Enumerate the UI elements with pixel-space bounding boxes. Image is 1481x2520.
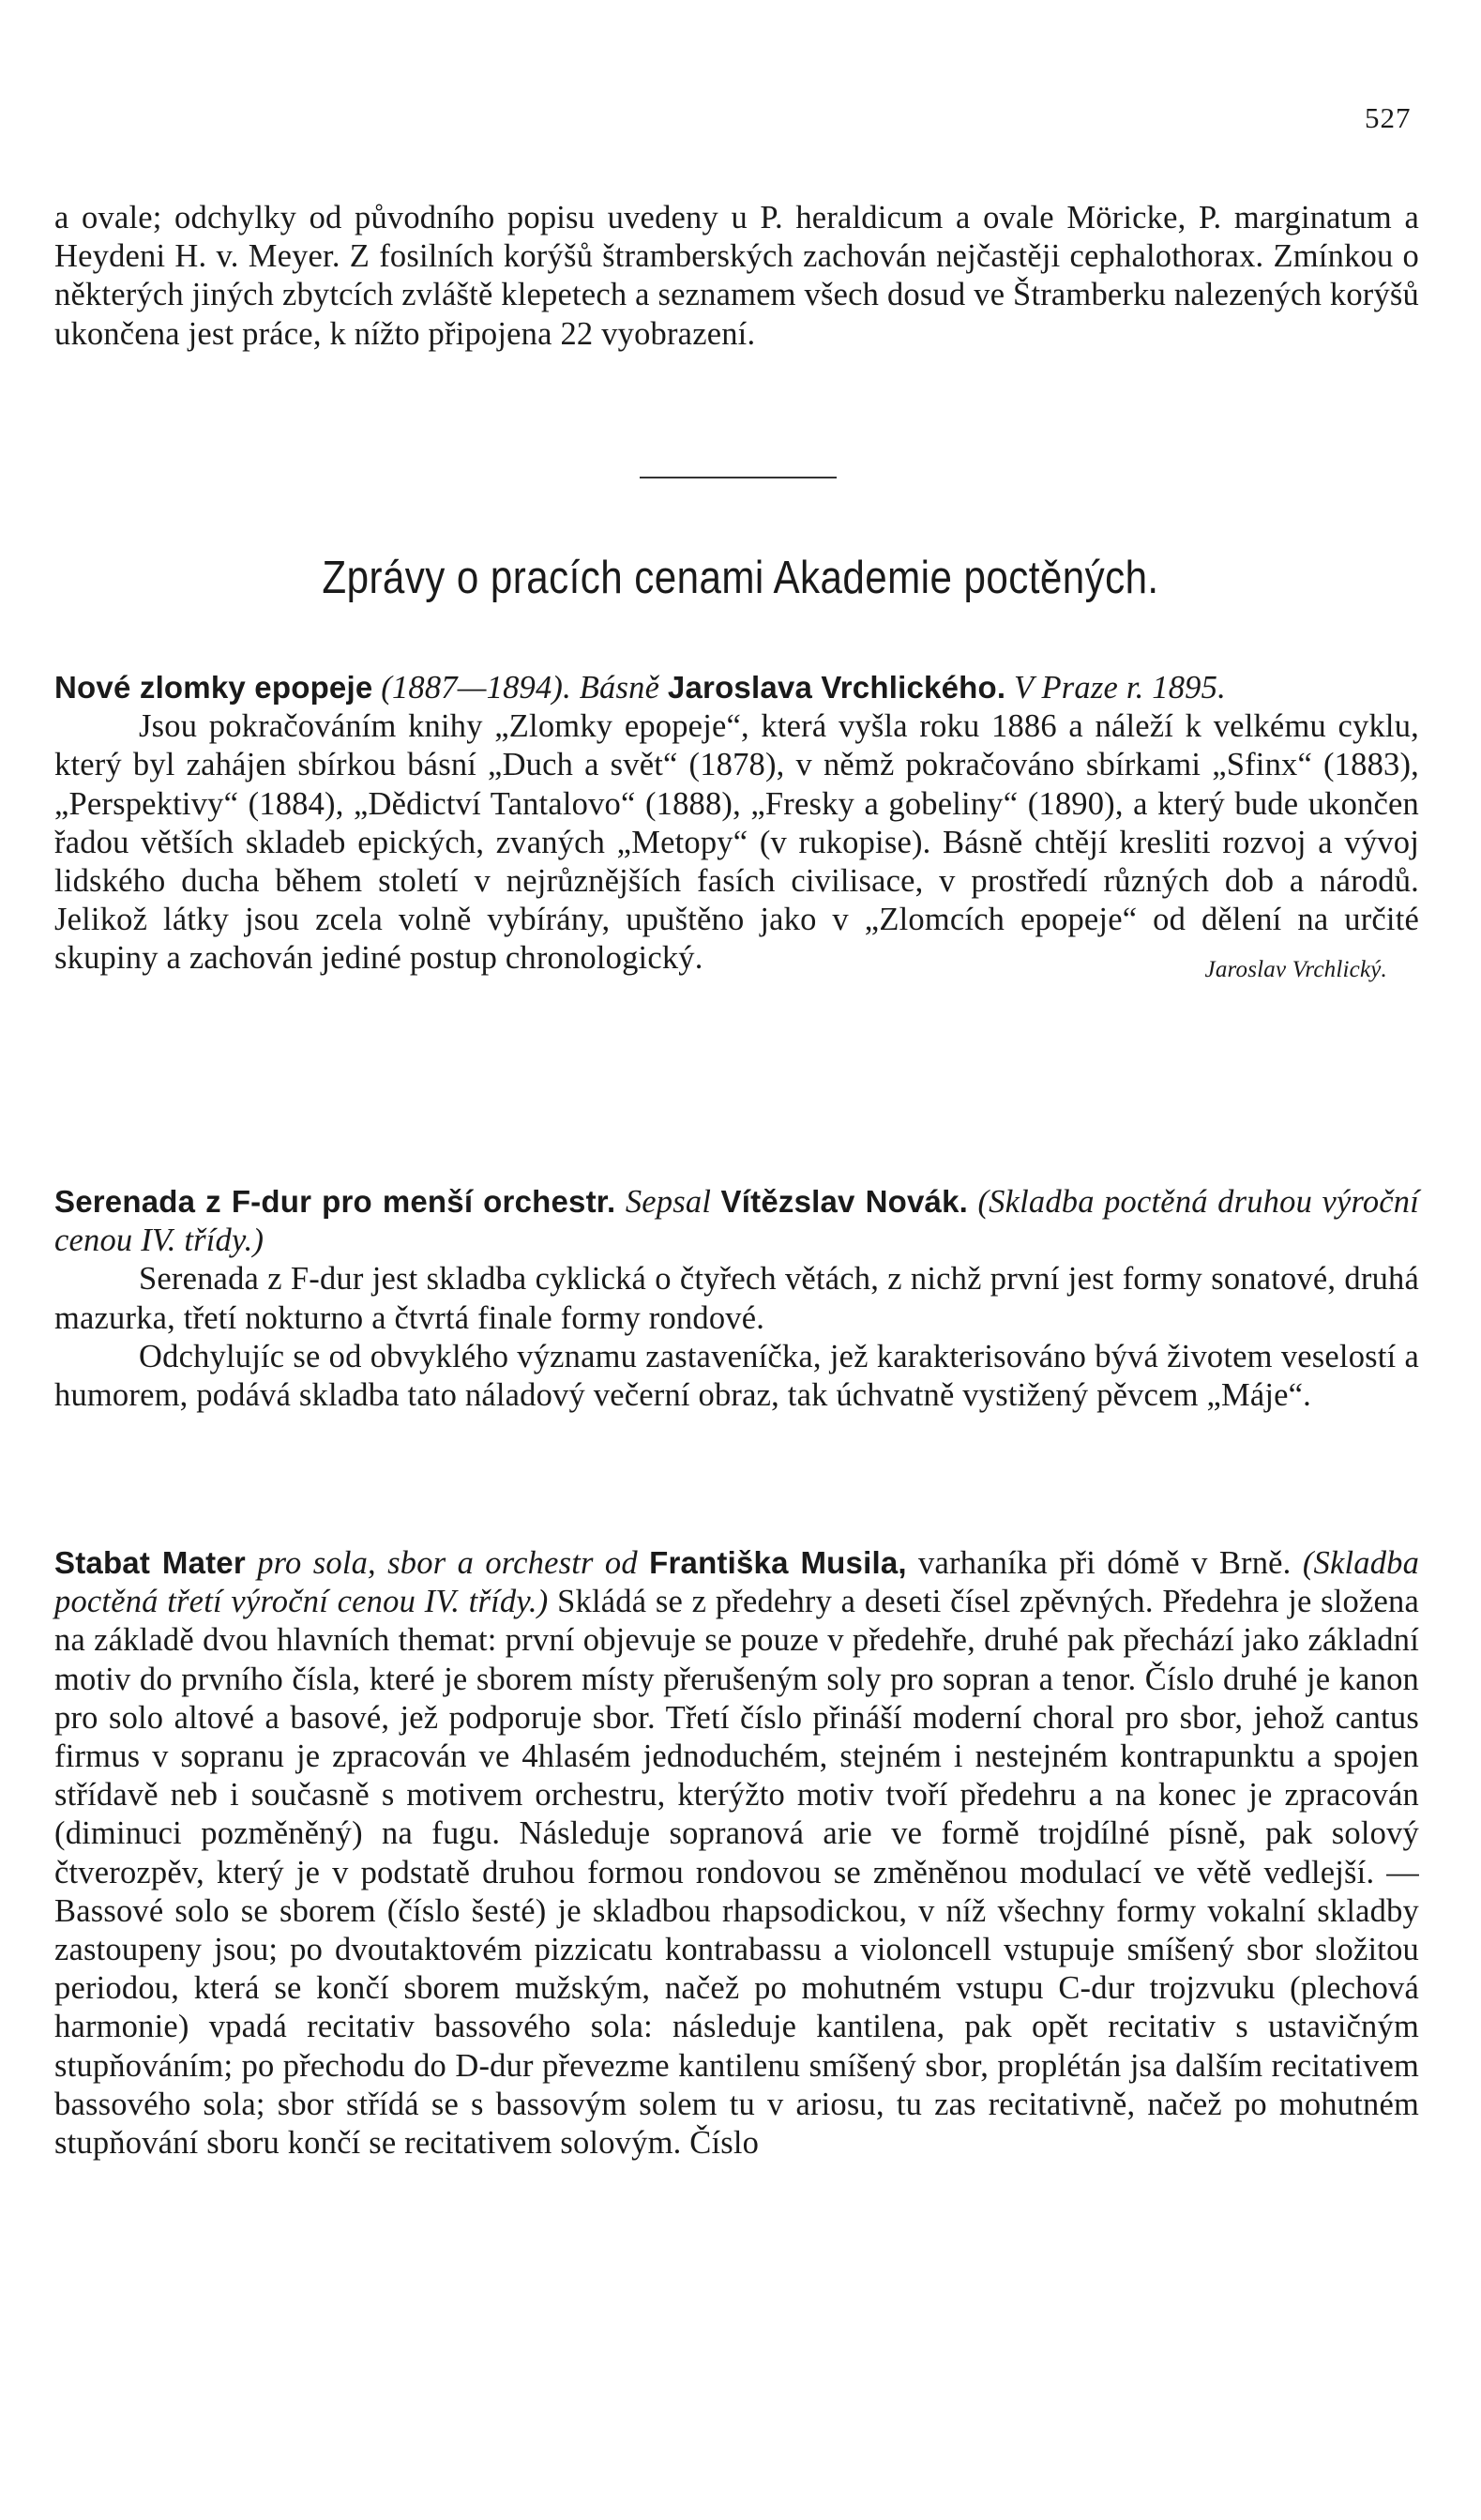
entry-author: Jaroslava Vrchlického. bbox=[667, 670, 1006, 705]
section-title: Zprávy o pracích cenami Akademie poctěných. bbox=[322, 553, 1159, 603]
entry-title: Stabat Mater bbox=[54, 1545, 246, 1580]
entry-author: Vítězslav Novák. bbox=[720, 1184, 968, 1219]
entry-role: varhaníka při dómě v Brně. bbox=[918, 1545, 1292, 1581]
page-number: 527 bbox=[1365, 101, 1412, 134]
entry-award: (Skladba poctěná třetí výroční cenou IV. třídy.) bbox=[54, 1545, 1420, 1620]
entry-award: (Skladba poctěná druhou výroční cenou IV. třídy.) bbox=[54, 1184, 1420, 1259]
entry-title: Nové zlomky epopeje bbox=[54, 670, 373, 705]
entry-author: Františka Musila, bbox=[649, 1545, 907, 1580]
entry-vrchlicky bbox=[54, 668, 1419, 989]
entry-paragraph-block bbox=[54, 1543, 1419, 2163]
entry-subtitle: pro sola, sbor a orchestr od bbox=[257, 1545, 638, 1581]
entry-musil bbox=[54, 1543, 1419, 2163]
opening-paragraph: a ovale; odchylky od původního popisu uvedeny u P. heraldicum a ovale Möricke, P. marginatum a Heydeni H. v. Meyer. Z fosilních korýšů štramberských zachován nejčastěji cephalothorax. Zmínkou o některých jiných zbytcích zvláště klepetech a seznamem všech dosud ve Štramberku nalezených korýšů ukončena jest práce, k nížto připojena 22 vyobrazení. bbox=[54, 200, 1419, 352]
entry-title: Serenada z F-dur pro menší orchestr. bbox=[54, 1184, 616, 1219]
entry-genre: Básně bbox=[579, 670, 660, 706]
entry-composed-by: Sepsal bbox=[625, 1184, 712, 1220]
entry-signature: Jaroslav Vrchlický. bbox=[1204, 956, 1387, 982]
opening-paragraph-block bbox=[54, 199, 1419, 354]
entry-year: r. 1895. bbox=[1126, 670, 1226, 706]
entry-paragraph: Skládá se z předehry a deseti čísel zpěvných. Předehra je složena na základě dvou hlavních themat: první objevuje se pouze v předehře, druhé pak přechází jako základní motiv do prvního čísla, které je sborem místy přerušeným soly pro sopran a tenor. Číslo druhé je kanon pro solo altové a basové, jež podporuje sbor. Třetí číslo přináší moderní choral pro sbor, jehož cantus firmus v sopranu je zpracován ve 4hlasém jednoduchém, stejném i nestejném kontrapunktu a spojen střídavě neb i současně s motivem orchestru, kterýžto motiv tvoří předehru a na konec je zpracován (diminuci pozměněný) na fugu. Následuje sopranová arie ve formě trojdílné písně, pak solový čtverozpěv, který je v podstatě druhou formou rondovou se změněnou modulací ve větě vedlejší. — Bassové solo se sborem (číslo šesté) je skladbou rhapsodickou, v níž všechny formy vokalní skladby zastoupeny jsou; po dvoutaktovém pizzicatu kontrabassu a violoncell vstupuje smíšený sbor složitou periodou, která se končí sborem mužským, načež po mohutném vstupu C-dur trojzvuku (plechová harmonie) vpadá recitativ bassového sola: následuje kantilena, pak opět recitativ s ustavičným stupňováním; po přechodu do D-dur převezme kantilenu smíšený sbor, proplétán jsa dalším recitativem bassového sola; sbor střídá se s bassovým solem tu v ariosu, tu zas recitativně, načež po mohutném stupňování sboru končí se recitativem solovým. Číslo bbox=[54, 1584, 1419, 2162]
entry-heading bbox=[54, 1182, 1419, 1260]
section-divider bbox=[640, 477, 837, 478]
entry-paragraph: Jsou pokračováním knihy „Zlomky epopeje“, která vyšla roku 1886 a náleží k velkému cyklu, který byl zahájen sbírkou básní „Duch a svět“ (1878), v němž pokračováno sbírkami „Sfinx“ (1883), „Perspektivy“ (1884), „Dědictví Tantalovo“ (1888), „Fresky a gobeliny“ (1890), a který bude ukončen řadou větších skladeb epických, zvaných „Metopy“ (v rukopise). Básně chtějí kresliti rozvoj a vývoj lidského ducha během století v nejrůznějších fasích civilisace, v prostředí různých dob a národů. Jelikož látky jsou zcela volně vybírány, upuštěno jako v „Zlomcích epopeje“ od dělení na určité skupiny a zachován jediné postup chronologický. bbox=[54, 708, 1419, 977]
entry-paragraph: Odchylujíc se od obvyklého významu zastaveníčka, jež karakterisováno bývá životem veselostí a humorem, podává skladba tato náladový večerní obraz, tak úchvatně vystižený pěvcem „Máje“. bbox=[54, 1338, 1419, 1414]
entry-heading bbox=[54, 668, 1419, 707]
entry-place: V Praze bbox=[1014, 670, 1118, 706]
entry-years: (1887—1894). bbox=[381, 670, 571, 706]
entry-paragraph: Serenada z F-dur jest skladba cyklická o čtyřech větách, z nichž první jest formy sonatové, druhá mazurka, třetí nokturno a čtvrtá finale formy rondové. bbox=[54, 1261, 1419, 1336]
entry-novak bbox=[54, 1182, 1419, 1415]
